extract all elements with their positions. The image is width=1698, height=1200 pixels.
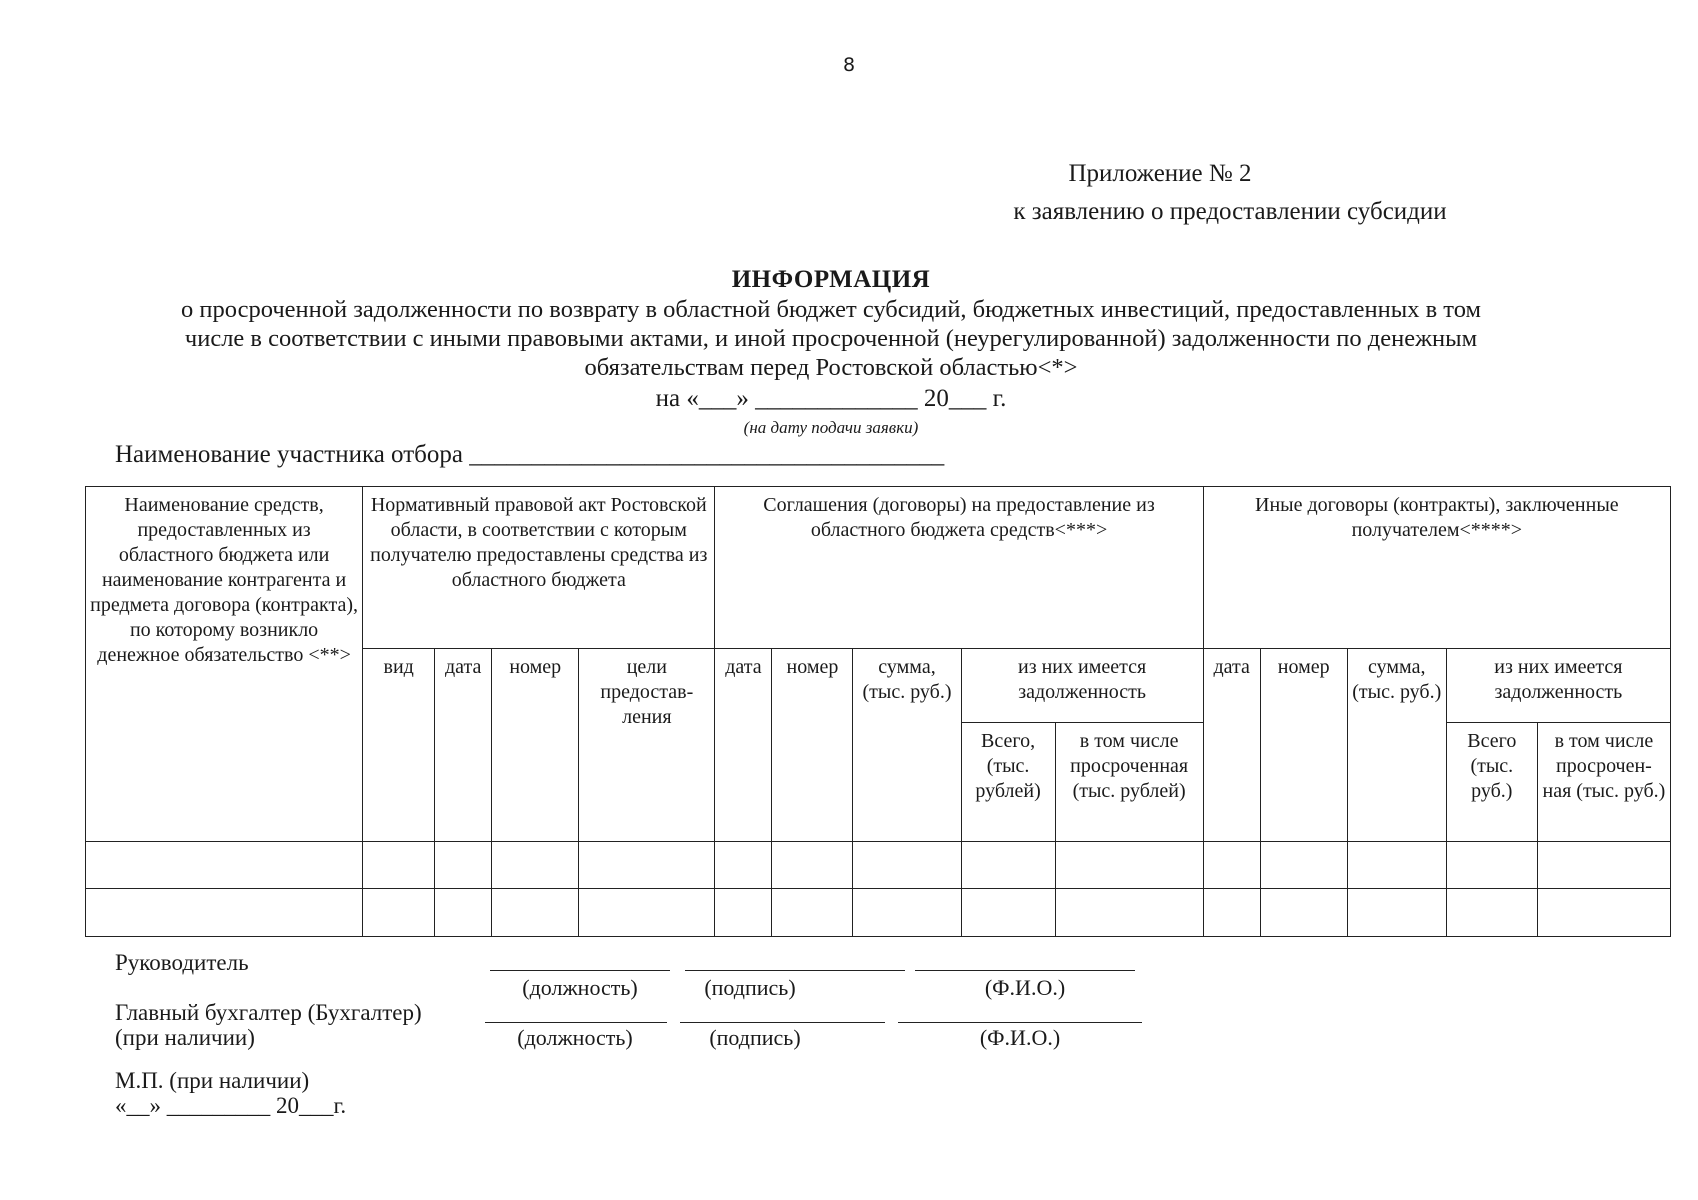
head-name-line [915,970,1135,971]
head-label: Руководитель [115,950,249,975]
head-signature-line [685,970,905,971]
header-act-number: номер [492,649,579,842]
document-title: ИНФОРМАЦИЯ [731,266,931,293]
participant-name-line: Наименование участника отбора ______________________________________ [115,441,945,468]
header-contract-debt: из них имеется задолженность [1446,649,1670,723]
table-row [86,841,1671,889]
header-contract-debt-total: Всего (тыс. руб.) [1446,723,1537,842]
header-contract-date: дата [1203,649,1260,842]
subtitle-line: обязательствам перед Ростовской областью<*> [584,354,1078,381]
table-row [86,889,1671,937]
accountant-name-caption: (Ф.И.О.) [979,1025,1061,1050]
signing-date-line: «__» _________ 20___г. [115,1093,347,1118]
stamp-label: М.П. (при наличии) [115,1068,310,1093]
appendix-reference: к заявлению о предоставлении субсидии [1013,198,1447,225]
header-agreements: Соглашения (договоры) на предоставление из областного бюджета средств<***> [715,487,1203,649]
accountant-signature-caption: (подпись) [709,1025,801,1050]
subtitle-line: о просроченной задолженности по возврату в областной бюджет субсидий, бюджетных инвестиций, предоставленных в том [181,296,1481,323]
subtitle-line: числе в соответствии с иными правовыми актами, и иной просроченной (неурегулированной) задолженности по денежным [184,325,1478,352]
header-funds-name: Наименование средств, предоставленных из областного бюджета или наименование контрагента и предмета договора (контракта), по которому возникло денежное обязательство <**> [86,487,363,842]
head-name-caption: (Ф.И.О.) [984,975,1066,1000]
document-subtitle [110,295,1552,382]
chief-accountant-label: Главный бухгалтер (Бухгалтер) [115,1000,422,1025]
chief-accountant-note: (при наличии) [115,1025,255,1050]
page-number: 8 [842,54,856,76]
header-contract-debt-overdue: в том числе просрочен-ная (тыс. руб.) [1537,723,1670,842]
accountant-position-line [485,1022,667,1023]
accountant-name-line [898,1022,1142,1023]
appendix-number: Приложение № 2 [1068,160,1252,187]
header-agreement-debt-total: Всего, (тыс. рублей) [961,723,1055,842]
as-of-date-note: (на дату подачи заявки) [743,418,919,437]
header-agreement-debt: из них имеется задолженность [961,649,1203,723]
header-agreement-sum: сумма, (тыс. руб.) [853,649,961,842]
header-contract-sum: сумма, (тыс. руб.) [1347,649,1446,842]
debt-information-table [85,486,1671,937]
head-position-line [490,970,670,971]
header-contract-number: номер [1260,649,1347,842]
as-of-date-line: на «___» _____________ 20___ г. [655,385,1007,412]
accountant-position-caption: (должность) [517,1025,633,1050]
header-act-purpose: цели предостав-ления [579,649,715,842]
head-signature-caption: (подпись) [704,975,796,1000]
header-act-date: дата [435,649,492,842]
header-agreement-date: дата [715,649,772,842]
header-agreement-number: номер [772,649,853,842]
header-agreement-debt-overdue: в том числе просроченная (тыс. рублей) [1055,723,1203,842]
head-position-caption: (должность) [522,975,638,1000]
header-other-contracts: Иные договоры (контракты), заключенные получателем<****> [1203,487,1670,649]
header-act-type: вид [363,649,435,842]
header-legal-act: Нормативный правовой акт Ростовской области, в соответствии с которым получателю предоставлены средства из областного бюджета [363,487,715,649]
accountant-signature-line [680,1022,885,1023]
